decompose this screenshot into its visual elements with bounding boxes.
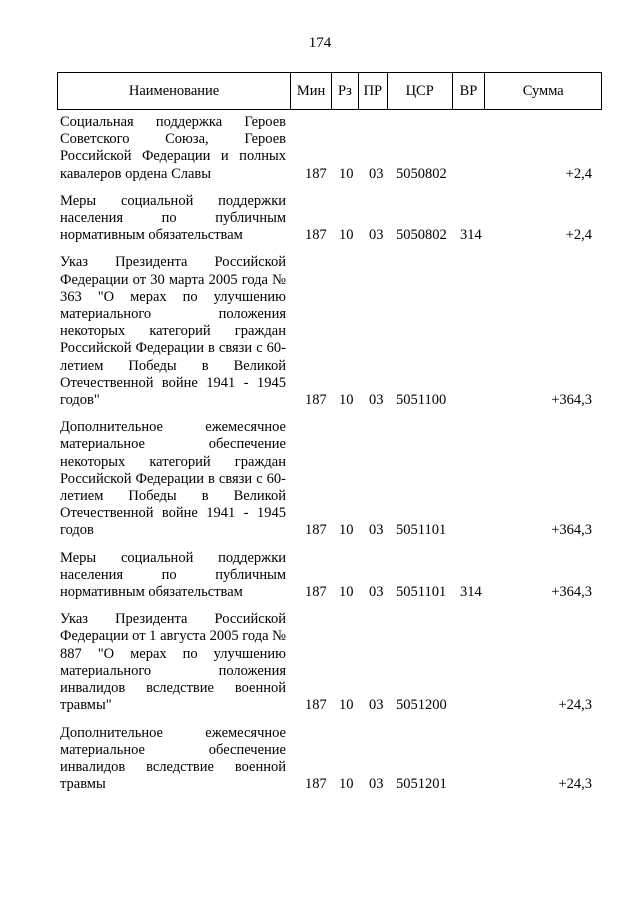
row-csr: 5051101 [396, 584, 447, 601]
header-sum: Сумма [522, 82, 564, 99]
row-csr: 5051200 [396, 697, 447, 714]
table-row [60, 611, 600, 714]
row-csr: 5051101 [396, 522, 447, 539]
header-min: Мин [291, 73, 332, 109]
row-sum: +24,3 [558, 697, 592, 714]
table-row [60, 725, 600, 794]
header-pr: ПР [359, 73, 388, 109]
row-name: Дополнительное ежемесячное материальное обеспечение некоторых категорий граждан Российской Федерации в связи с 60-летием Победы в Великой Отечественной войне 1941 - 1945 годов [60, 419, 286, 539]
row-pr: 03 [369, 227, 384, 244]
header-csr: ЦСР [388, 73, 453, 109]
row-csr: 5051100 [396, 392, 447, 409]
header-vr: ВР [453, 73, 486, 109]
row-rz: 10 [339, 227, 354, 244]
row-csr: 5050802 [396, 227, 447, 244]
row-rz: 10 [339, 522, 354, 539]
row-min: 187 [305, 165, 327, 182]
row-name: Меры социальной поддержки населения по публичным нормативным обязательствам [60, 549, 286, 601]
table-header [57, 72, 602, 110]
table-row [60, 419, 600, 539]
row-sum: +364,3 [551, 522, 592, 539]
row-name: Меры социальной поддержки населения по публичным нормативным обязательствам [60, 192, 286, 244]
row-min: 187 [305, 776, 327, 793]
table-body [60, 114, 600, 803]
row-pr: 03 [369, 522, 384, 539]
row-rz: 10 [339, 392, 354, 409]
row-min: 187 [305, 227, 327, 244]
row-rz: 10 [339, 776, 354, 793]
row-pr: 03 [369, 584, 384, 601]
row-pr: 03 [369, 392, 384, 409]
row-vr: 314 [460, 584, 482, 601]
row-name: Социальная поддержка Героев Советского Союза, Героев Российской Федерации и полных кавалеров ордена Славы [60, 114, 286, 182]
row-min: 187 [305, 697, 327, 714]
table-row [60, 254, 600, 409]
row-rz: 10 [339, 165, 354, 182]
table-row [60, 550, 600, 602]
row-min: 187 [305, 392, 327, 409]
row-min: 187 [305, 522, 327, 539]
row-csr: 5050802 [396, 165, 447, 182]
page-number: 174 [308, 35, 332, 51]
row-sum: +2,4 [565, 227, 592, 244]
table-row [60, 114, 600, 183]
row-sum: +364,3 [551, 584, 592, 601]
header-rz: Рз [332, 73, 359, 109]
table-row [60, 193, 600, 245]
row-min: 187 [305, 584, 327, 601]
row-rz: 10 [339, 697, 354, 714]
row-name: Указ Президента Российской Федерации от 30 марта 2005 года № 363 "О мерах по улучшению материального положения некоторых категорий граждан Российской Федерации в связи с 60-летием Победы в Великой Отечественной войне 1941 - 1945 годов" [60, 254, 286, 409]
row-pr: 03 [369, 165, 384, 182]
row-csr: 5051201 [396, 776, 447, 793]
row-name: Дополнительное ежемесячное материальное обеспечение инвалидов вследствие военной травмы [60, 724, 286, 793]
row-sum: +2,4 [565, 165, 592, 182]
row-rz: 10 [339, 584, 354, 601]
row-pr: 03 [369, 776, 384, 793]
row-pr: 03 [369, 697, 384, 714]
row-vr: 314 [460, 227, 482, 244]
row-sum: +364,3 [551, 392, 592, 409]
header-name: Наименование [58, 73, 291, 109]
row-sum: +24,3 [558, 776, 592, 793]
row-name: Указ Президента Российской Федерации от 1 августа 2005 года № 887 "О мерах по улучшению материального положения инвалидов вследствие военной травмы" [60, 611, 286, 714]
